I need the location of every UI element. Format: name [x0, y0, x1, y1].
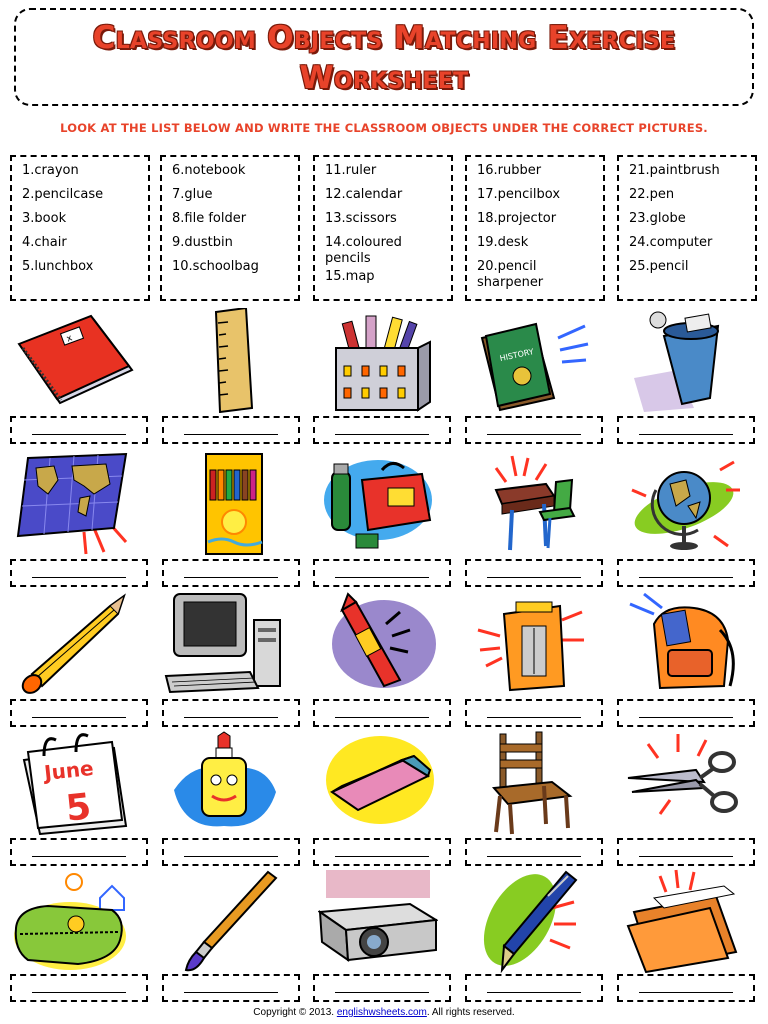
- copyright-text: Copyright © 2013.: [253, 1007, 335, 1018]
- answer-line: [487, 992, 581, 993]
- word-list-column-4: [465, 155, 605, 301]
- answer-line: [487, 717, 581, 718]
- word-item: 10.schoolbag: [172, 259, 259, 274]
- page-title: Classroom Objects Matching Exercise: [92, 20, 676, 56]
- answer-line: [32, 856, 126, 857]
- word-item: 22.pen: [629, 187, 675, 202]
- answer-line: [32, 717, 126, 718]
- footer: [0, 1007, 768, 1018]
- answer-box[interactable]: [617, 559, 755, 587]
- word-item: 21.paintbrush: [629, 163, 720, 178]
- rubber-icon: [318, 730, 438, 835]
- answer-box[interactable]: [162, 838, 300, 866]
- answer-box[interactable]: [465, 838, 603, 866]
- answer-line: [32, 434, 126, 435]
- word-item: 9.dustbin: [172, 235, 233, 250]
- answer-box[interactable]: [313, 559, 451, 587]
- globe-icon: [624, 450, 744, 555]
- calendar-month: June: [42, 755, 95, 786]
- answer-line: [184, 856, 278, 857]
- answer-line: [639, 992, 733, 993]
- calendar-icon: [14, 730, 134, 835]
- answer-box[interactable]: [313, 974, 451, 1002]
- site-link[interactable]: englishwsheets.com: [336, 1007, 427, 1018]
- chair-icon: [470, 730, 590, 835]
- word-item: 11.ruler: [325, 163, 377, 178]
- notebook-icon: [14, 308, 134, 413]
- instructions: LOOK AT THE LIST BELOW AND WRITE THE CLASSROOM OBJECTS UNDER THE CORRECT PICTURES.: [60, 121, 708, 135]
- answer-line: [335, 434, 429, 435]
- paintbrush-icon: [164, 868, 284, 973]
- answer-box[interactable]: [10, 974, 148, 1002]
- answer-line: [487, 577, 581, 578]
- word-item: 17.pencilbox: [477, 187, 561, 202]
- answer-box[interactable]: [162, 559, 300, 587]
- answer-line: [32, 992, 126, 993]
- copyright-suffix: . All rights reserved.: [426, 1007, 515, 1018]
- word-item: 5.lunchbox: [22, 259, 94, 274]
- book-icon: [470, 308, 590, 413]
- desk-icon: [470, 450, 590, 555]
- word-list-column-2: [160, 155, 300, 301]
- calendar-day: 5: [63, 786, 94, 830]
- word-list-column-5: [617, 155, 757, 301]
- answer-box[interactable]: [162, 699, 300, 727]
- dustbin-icon: [624, 308, 744, 413]
- word-item: 18.projector: [477, 211, 557, 226]
- answer-box[interactable]: [313, 699, 451, 727]
- book-title-label: HISTORY: [498, 347, 535, 364]
- glue-icon: [164, 730, 284, 835]
- word-item: 19.desk: [477, 235, 529, 250]
- answer-box[interactable]: [162, 974, 300, 1002]
- answer-line: [184, 992, 278, 993]
- answer-box[interactable]: [617, 416, 755, 444]
- answer-box[interactable]: [10, 838, 148, 866]
- coloured-pencils-icon: [164, 450, 284, 555]
- word-item: 1.crayon: [22, 163, 79, 178]
- word-item: 7.glue: [172, 187, 213, 202]
- answer-line: [639, 434, 733, 435]
- answer-line: [335, 856, 429, 857]
- answer-box[interactable]: [617, 974, 755, 1002]
- word-list-column-1: [10, 155, 150, 301]
- word-item: 8.file folder: [172, 211, 247, 226]
- pencil-icon: [14, 590, 134, 695]
- pencil-sharpener-icon: [470, 590, 590, 695]
- answer-box[interactable]: [10, 699, 148, 727]
- word-item: 25.pencil: [629, 259, 689, 274]
- crayon-icon: [318, 590, 438, 695]
- answer-box[interactable]: [10, 559, 148, 587]
- pencilbox-icon: [318, 308, 438, 413]
- answer-box[interactable]: [465, 699, 603, 727]
- answer-line: [487, 856, 581, 857]
- word-item: 15.map: [325, 269, 375, 284]
- map-icon: [14, 450, 134, 555]
- page-subtitle: Worksheet: [299, 60, 469, 96]
- word-item: 14.coloured pencils: [325, 235, 402, 266]
- lunchbox-icon: [318, 450, 438, 555]
- answer-box[interactable]: [10, 416, 148, 444]
- word-item: 24.computer: [629, 235, 713, 250]
- answer-line: [184, 577, 278, 578]
- file-folder-icon: [624, 868, 744, 973]
- word-item: 3.book: [22, 211, 67, 226]
- svg-text:x: x: [65, 333, 74, 345]
- word-item: 4.chair: [22, 235, 67, 250]
- ruler-icon: [164, 308, 284, 413]
- answer-line: [639, 577, 733, 578]
- computer-icon: [164, 590, 284, 695]
- answer-box[interactable]: [617, 699, 755, 727]
- answer-line: [32, 577, 126, 578]
- answer-line: [184, 434, 278, 435]
- pen-icon: [470, 868, 590, 973]
- answer-box[interactable]: [313, 416, 451, 444]
- scissors-icon: [624, 730, 744, 835]
- answer-box[interactable]: [617, 838, 755, 866]
- word-item: 13.scissors: [325, 211, 397, 226]
- word-list-column-3: [313, 155, 453, 301]
- word-item: 12.calendar: [325, 187, 403, 202]
- answer-box[interactable]: [465, 416, 603, 444]
- word-item: 23.globe: [629, 211, 686, 226]
- answer-line: [639, 856, 733, 857]
- answer-box[interactable]: [162, 416, 300, 444]
- word-item: 16.rubber: [477, 163, 542, 178]
- projector-icon: [318, 868, 438, 973]
- word-item: 20.pencil sharpener: [477, 259, 544, 290]
- answer-line: [335, 992, 429, 993]
- pencilcase-icon: [8, 868, 128, 973]
- word-item: 6.notebook: [172, 163, 246, 178]
- answer-line: [639, 717, 733, 718]
- answer-line: [184, 717, 278, 718]
- answer-box[interactable]: [465, 974, 603, 1002]
- answer-box[interactable]: [465, 559, 603, 587]
- word-item: 2.pencilcase: [22, 187, 104, 202]
- answer-line: [335, 717, 429, 718]
- answer-box[interactable]: [313, 838, 451, 866]
- answer-line: [487, 434, 581, 435]
- schoolbag-icon: [624, 590, 744, 695]
- answer-line: [335, 577, 429, 578]
